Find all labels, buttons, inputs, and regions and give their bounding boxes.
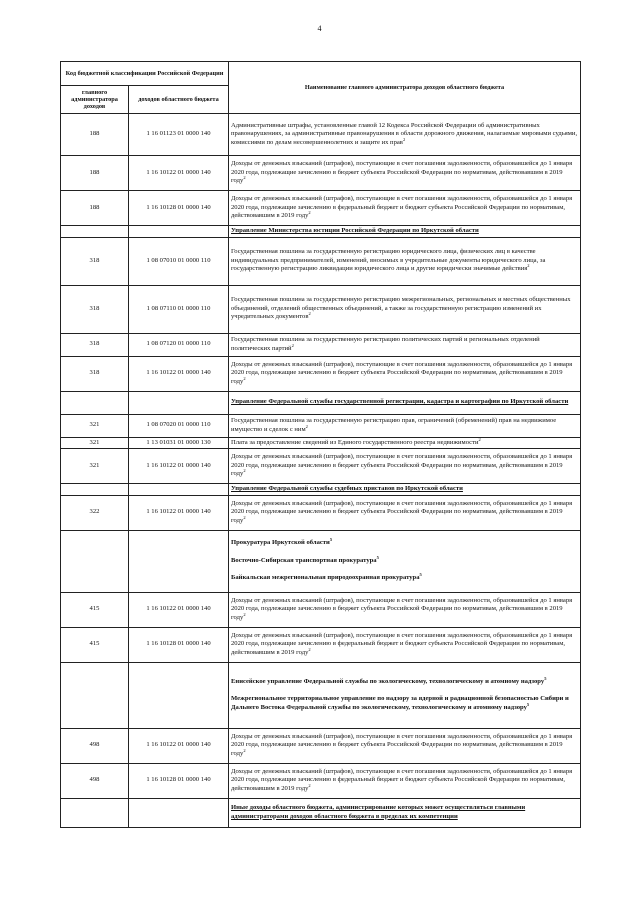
budget-classification-table (60, 61, 581, 828)
income-code-cell: 1 08 07010 01 0000 110 (129, 237, 229, 285)
table-row (61, 237, 581, 285)
administrator-name: Прокуратура Иркутской области (231, 539, 330, 547)
administrator-name-cell (229, 592, 581, 627)
header-income-code: доходов областного бюджета (129, 86, 229, 114)
income-code-cell: 1 08 07120 01 0000 110 (129, 333, 229, 356)
income-description: Государственная пошлина за государственную регистрацию прав, ограничений (обременений) прав на недвижимое имущество и сделок с ним (231, 417, 557, 433)
administrator-name-cell (229, 728, 581, 763)
table-body (61, 114, 581, 828)
table-row (61, 114, 581, 156)
admin-code-cell: 318 (61, 333, 129, 356)
admin-code-cell: 188 (61, 156, 129, 191)
footnote-ref: 5 (376, 554, 379, 560)
administrator-name-cell (229, 763, 581, 798)
income-code-cell: 1 16 10128 01 0000 140 (129, 763, 229, 798)
header-classification-code: Код бюджетной классификации Российской Федерации (61, 62, 229, 86)
table-row-administrator (61, 798, 581, 827)
table-row (61, 285, 581, 333)
footnote-ref: 2 (243, 375, 246, 381)
income-code-cell: 1 16 10122 01 0000 140 (129, 728, 229, 763)
table-row (61, 156, 581, 191)
table-row-administrator (61, 226, 581, 238)
table-row (61, 356, 581, 391)
footnote-ref: 2 (243, 611, 246, 617)
administrator-name: Восточно-Сибирская транспортная прокуратура (231, 556, 377, 564)
footnote-ref: 2 (243, 514, 246, 520)
income-description: Плата за предоставление сведений из Единого государственного реестра недвижимости (231, 438, 479, 446)
admin-code-cell: 498 (61, 763, 129, 798)
income-code-cell: 1 16 01123 01 0000 140 (129, 114, 229, 156)
admin-code-cell (61, 391, 129, 414)
income-code-cell: 1 16 10122 01 0000 140 (129, 356, 229, 391)
admin-code-cell: 188 (61, 191, 129, 226)
table-row (61, 592, 581, 627)
footnote-ref: 2 (527, 263, 530, 269)
administrator-name-cell (229, 662, 581, 728)
header-admin-code: главного администратора доходов (61, 86, 129, 114)
administrator-name-cell (229, 627, 581, 662)
footnote-ref: 2 (243, 747, 246, 753)
income-code-cell (129, 530, 229, 592)
income-code-cell: 1 16 10128 01 0000 140 (129, 627, 229, 662)
footnote-ref: 2 (478, 436, 481, 442)
administrator-name-cell (229, 530, 581, 592)
administrator-name-cell (229, 156, 581, 191)
income-description: Доходы от денежных взысканий (штрафов), поступающие в счет погашения задолженности, образовавшейся до 1 января 2020 года, подлежащие зачислению в бюджет субъекта Российской Федерации по нормативам, действовавшим в 2019 году (231, 453, 573, 478)
footnote-ref: 2 (305, 423, 308, 429)
income-code-cell: 1 08 07020 01 0000 110 (129, 414, 229, 437)
footnote-ref: 5 (419, 572, 422, 578)
administrator-name-cell (229, 798, 581, 827)
table-row (61, 449, 581, 484)
income-description: Административные штрафы, установленные главой 12 Кодекса Российской Федерации об административных правонарушениях, за административные правонарушения в области дорожного движения, налагаемые мировыми судьями, комиссиями по делам несовершеннолетних и защите их прав (231, 121, 578, 146)
admin-code-cell (61, 662, 129, 728)
footnote-ref: 5 (526, 701, 530, 707)
administrator-name-cell (229, 414, 581, 437)
table-row (61, 495, 581, 530)
admin-code-cell: 321 (61, 437, 129, 449)
table-row-administrator (61, 530, 581, 592)
administrator-name-cell (229, 226, 581, 238)
income-description: Доходы от денежных взысканий (штрафов), поступающие в счет погашения задолженности, образовавшейся до 1 января 2020 года, подлежащие зачислению в бюджет субъекта Российской Федерации по нормативам, действовавшим в 2019 году (231, 360, 573, 385)
table-row-administrator (61, 662, 581, 728)
table-row (61, 333, 581, 356)
footnote-ref: 2 (308, 782, 311, 788)
footnote-ref: 2 (308, 646, 311, 652)
administrator-name: Байкальская межрегиональная природоохранная прокуратура (231, 574, 420, 582)
income-code-cell: 1 08 07110 01 0000 110 (129, 285, 229, 333)
administrator-heading: Управление Федеральной службы государственной регистрации, кадастра и картографии по Иркутской области (231, 398, 569, 406)
admin-code-cell (61, 484, 129, 496)
administrator-name-cell (229, 237, 581, 285)
income-description: Государственная пошлина за государственную регистрацию юридического лица, физических лиц в качестве индивидуальных предпринимателей, изменений, вносимых в учредительные документы юридического лица, за государственную регистрацию ликвидации юридического лица и другие юридически значимые действия (231, 248, 546, 273)
header-administrator-name: Наименование главного администратора доходов областного бюджета (229, 62, 581, 114)
admin-code-cell: 321 (61, 449, 129, 484)
table-row (61, 728, 581, 763)
administrator-name-cell (229, 285, 581, 333)
administrator-name-cell (229, 437, 581, 449)
table-row-administrator (61, 391, 581, 414)
admin-code-cell: 321 (61, 414, 129, 437)
administrator-name-cell (229, 114, 581, 156)
income-description: Доходы от денежных взысканий (штрафов), поступающие в счет погашения задолженности, образовавшейся до 1 января 2020 года, подлежащие зачислению в бюджет субъекта Российской Федерации по нормативам, действовавшим в 2019 году (231, 160, 573, 185)
administrator-name-cell (229, 449, 581, 484)
admin-code-cell: 188 (61, 114, 129, 156)
income-code-cell (129, 484, 229, 496)
table-row (61, 627, 581, 662)
administrator-name-cell (229, 191, 581, 226)
table-row-administrator (61, 484, 581, 496)
administrator-name-cell (229, 495, 581, 530)
admin-code-cell: 318 (61, 356, 129, 391)
income-description: Доходы от денежных взысканий (штрафов), поступающие в счет погашения задолженности, образовавшейся до 1 января 2020 года, подлежащие зачислению в федеральный бюджет и бюджет субъекта Российской Федерации по нормативам, действовавшим в 2019 году (231, 631, 573, 656)
footnote-ref: 2 (243, 468, 246, 474)
income-code-cell (129, 662, 229, 728)
income-description: Доходы от денежных взысканий (штрафов), поступающие в счет погашения задолженности, образовавшейся до 1 января 2020 года, подлежащие зачислению в федеральный бюджет и бюджет субъекта Российской Федерации по нормативам, действовавшим в 2019 году (231, 767, 573, 792)
administrator-name: Межрегиональное территориальное управление по надзору за ядерной и радиационной безопасностью Сибири и Дальнего Востока Федеральной службы по экологическому, технологическому и атомному надзору (231, 695, 569, 711)
income-code-cell: 1 16 10128 01 0000 140 (129, 191, 229, 226)
table-row (61, 414, 581, 437)
admin-code-cell: 318 (61, 285, 129, 333)
footnote-ref: 2 (402, 136, 406, 142)
administrator-heading: Управление Министерства юстиции Российской Федерации по Иркутской области (231, 227, 479, 234)
table-row (61, 763, 581, 798)
administrator-name: Енисейское управление Федеральной службы по экологическому, технологическому и атомному надзору (231, 677, 545, 685)
income-code-cell: 1 13 01031 01 0000 130 (129, 437, 229, 449)
income-description: Доходы от денежных взысканий (штрафов), поступающие в счет погашения задолженности, образовавшейся до 1 января 2020 года, подлежащие зачислению в бюджет субъекта Российской Федерации по нормативам, действовавшим в 2019 году (231, 596, 573, 621)
footnote-ref: 2 (308, 210, 311, 216)
footnote-ref: 5 (544, 675, 547, 681)
income-description: Доходы от денежных взысканий (штрафов), поступающие в счет погашения задолженности, образовавшейся до 1 января 2020 года, подлежащие зачислению в федеральный бюджет и бюджет субъекта Российской Федерации по нормативам, действовавшим в 2019 году (231, 195, 573, 220)
table-row (61, 191, 581, 226)
page-number: 4 (317, 24, 322, 33)
admin-code-cell (61, 798, 129, 827)
income-description: Государственная пошлина за государственную регистрацию межрегиональных, региональных и местных общественных объединений, отделений общественных объединений, а также за государственную регистрацию изменений их учредительных документов (231, 296, 571, 321)
admin-code-cell: 322 (61, 495, 129, 530)
footnote-ref: 5 (329, 537, 333, 543)
administrator-name-cell (229, 484, 581, 496)
administrator-heading: Иные доходы областного бюджета, администрирование которых может осуществляться главными администраторами доходов областного бюджета в пределах их компетенции (231, 804, 526, 820)
income-code-cell: 1 16 10122 01 0000 140 (129, 495, 229, 530)
income-code-cell (129, 798, 229, 827)
administrator-name-cell (229, 356, 581, 391)
admin-code-cell (61, 226, 129, 238)
admin-code-cell: 318 (61, 237, 129, 285)
admin-code-cell: 415 (61, 627, 129, 662)
income-code-cell: 1 16 10122 01 0000 140 (129, 592, 229, 627)
administrator-name-cell (229, 391, 581, 414)
administrator-name-cell (229, 333, 581, 356)
income-code-cell: 1 16 10122 01 0000 140 (129, 449, 229, 484)
income-code-cell: 1 16 10122 01 0000 140 (129, 156, 229, 191)
footnote-ref: 2 (291, 342, 294, 348)
admin-code-cell: 415 (61, 592, 129, 627)
income-description: Доходы от денежных взысканий (штрафов), поступающие в счет погашения задолженности, образовавшейся до 1 января 2020 года, подлежащие зачислению в бюджет субъекта Российской Федерации по нормативам, действовавшим в 2019 году (231, 732, 573, 757)
admin-code-cell: 498 (61, 728, 129, 763)
footnote-ref: 2 (308, 311, 311, 317)
income-description: Доходы от денежных взысканий (штрафов), поступающие в счет погашения задолженности, образовавшейся до 1 января 2020 года, подлежащие зачислению в бюджет субъекта Российской Федерации по нормативам, действовавшим в 2019 году (231, 499, 573, 524)
income-description: Государственная пошлина за государственную регистрацию политических партий и региональных отделений политических партий (231, 336, 540, 352)
administrator-heading: Управление Федеральной службы судебных приставов по Иркутской области (231, 485, 463, 493)
income-code-cell (129, 391, 229, 414)
income-code-cell (129, 226, 229, 238)
table-row (61, 437, 581, 449)
footnote-ref: 2 (243, 175, 246, 181)
admin-code-cell (61, 530, 129, 592)
